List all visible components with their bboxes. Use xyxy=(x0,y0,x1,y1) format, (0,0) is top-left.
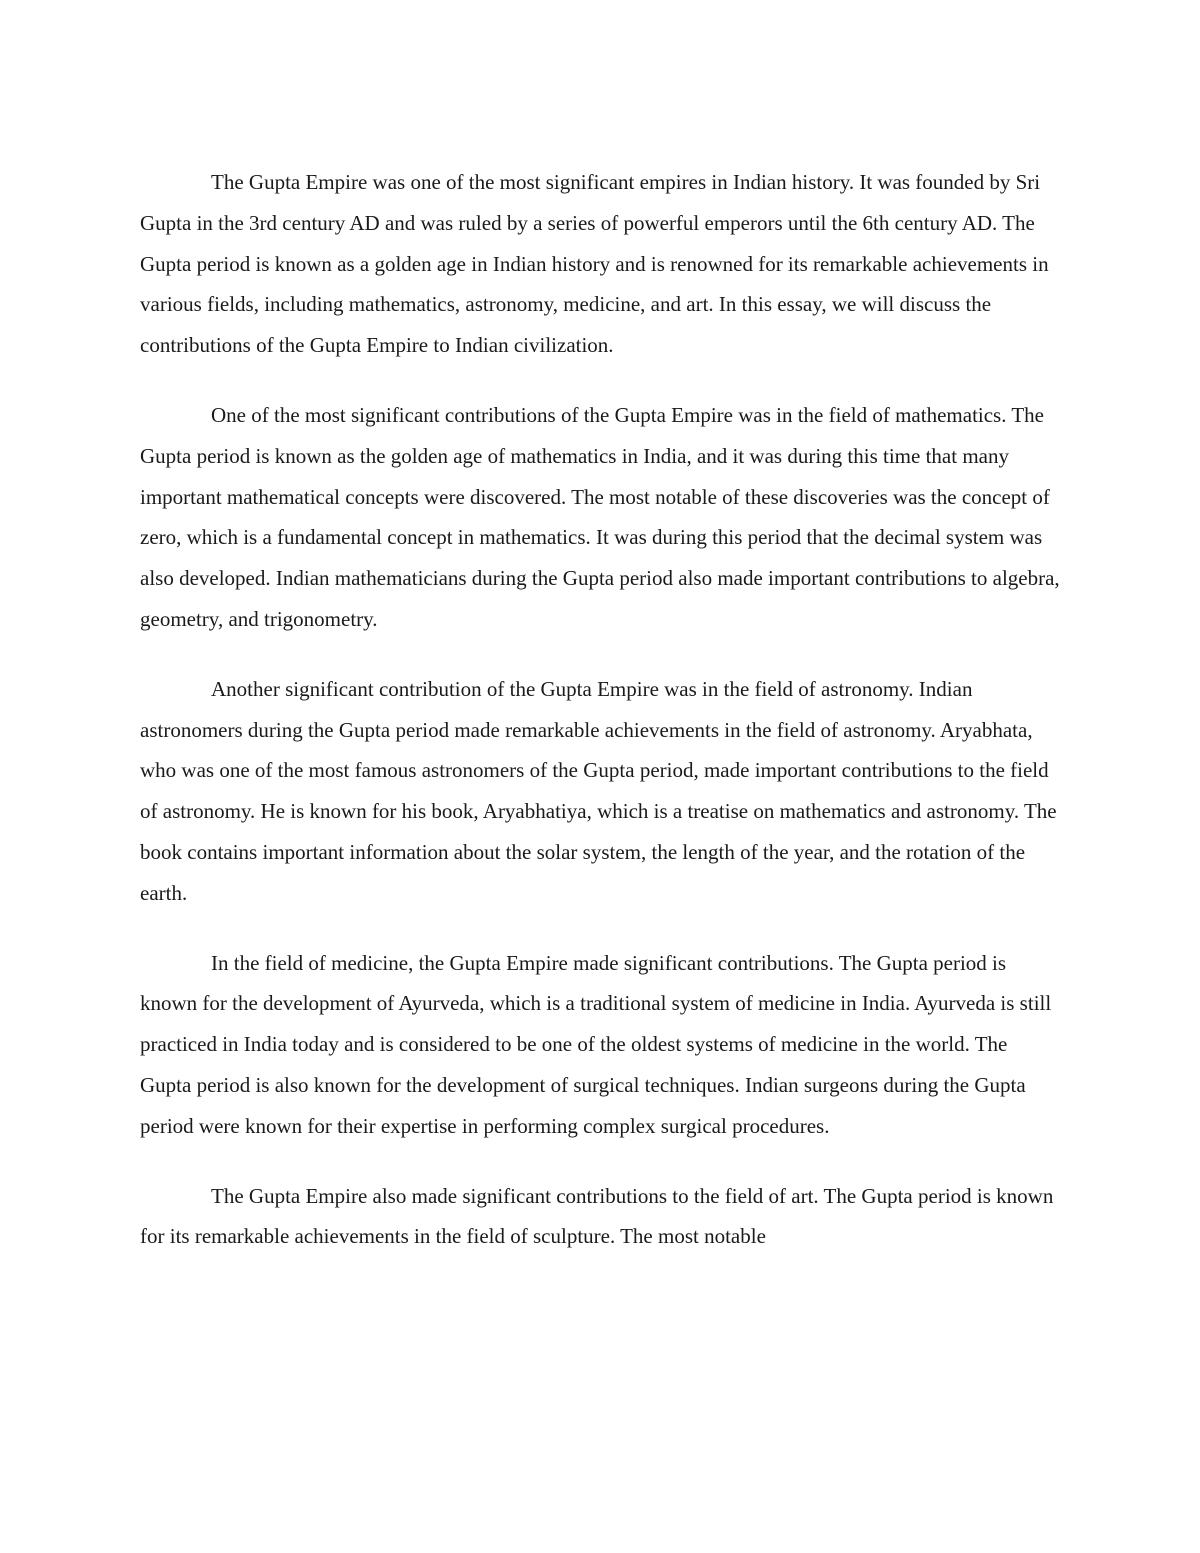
paragraph-medicine: In the field of medicine, the Gupta Empire made significant contributions. The Gupta period is known for the development of Ayurveda, which is a traditional system of medicine in India. Ayurveda is still practiced in India today and is considered to be one of the oldest systems of medicine in the world. The Gupta period is also known for the development of surgical techniques. Indian surgeons during the Gupta period were known for their expertise in performing complex surgical procedures. xyxy=(140,950,1052,1138)
essay-body xyxy=(140,162,1060,1286)
paragraph-introduction: The Gupta Empire was one of the most significant empires in Indian history. It was founded by Sri Gupta in the 3rd century AD and was ruled by a series of powerful emperors until the 6th century AD. The Gupta period is known as a golden age in Indian history and is renowned for its remarkable achievements in various fields, including mathematics, astronomy, medicine, and art. In this essay, we will discuss the contributions of the Gupta Empire to Indian civilization. xyxy=(140,170,1049,358)
paragraph-mathematics: One of the most significant contributions of the Gupta Empire was in the field of mathematics. The Gupta period is known as the golden age of mathematics in India, and it was during this time that many important mathematical concepts were discovered. The most notable of these discoveries was the concept of zero, which is a fundamental concept in mathematics. It was during this period that the decimal system was also developed. Indian mathematicians during the Gupta period also made important contributions to algebra, geometry, and trigonometry. xyxy=(140,402,1060,631)
paragraph-astronomy: Another significant contribution of the Gupta Empire was in the field of astronomy. Indian astronomers during the Gupta period made remarkable achievements in the field of astronomy. Aryabhata, who was one of the most famous astronomers of the Gupta period, made important contributions to the field of astronomy. He is known for his book, Aryabhatiya, which is a treatise on mathematics and astronomy. The book contains important information about the solar system, the length of the year, and the rotation of the earth. xyxy=(140,676,1057,905)
paragraph-art: The Gupta Empire also made significant contributions to the field of art. The Gupta period is known for its remarkable achievements in the field of sculpture. The most notable xyxy=(140,1183,1054,1249)
